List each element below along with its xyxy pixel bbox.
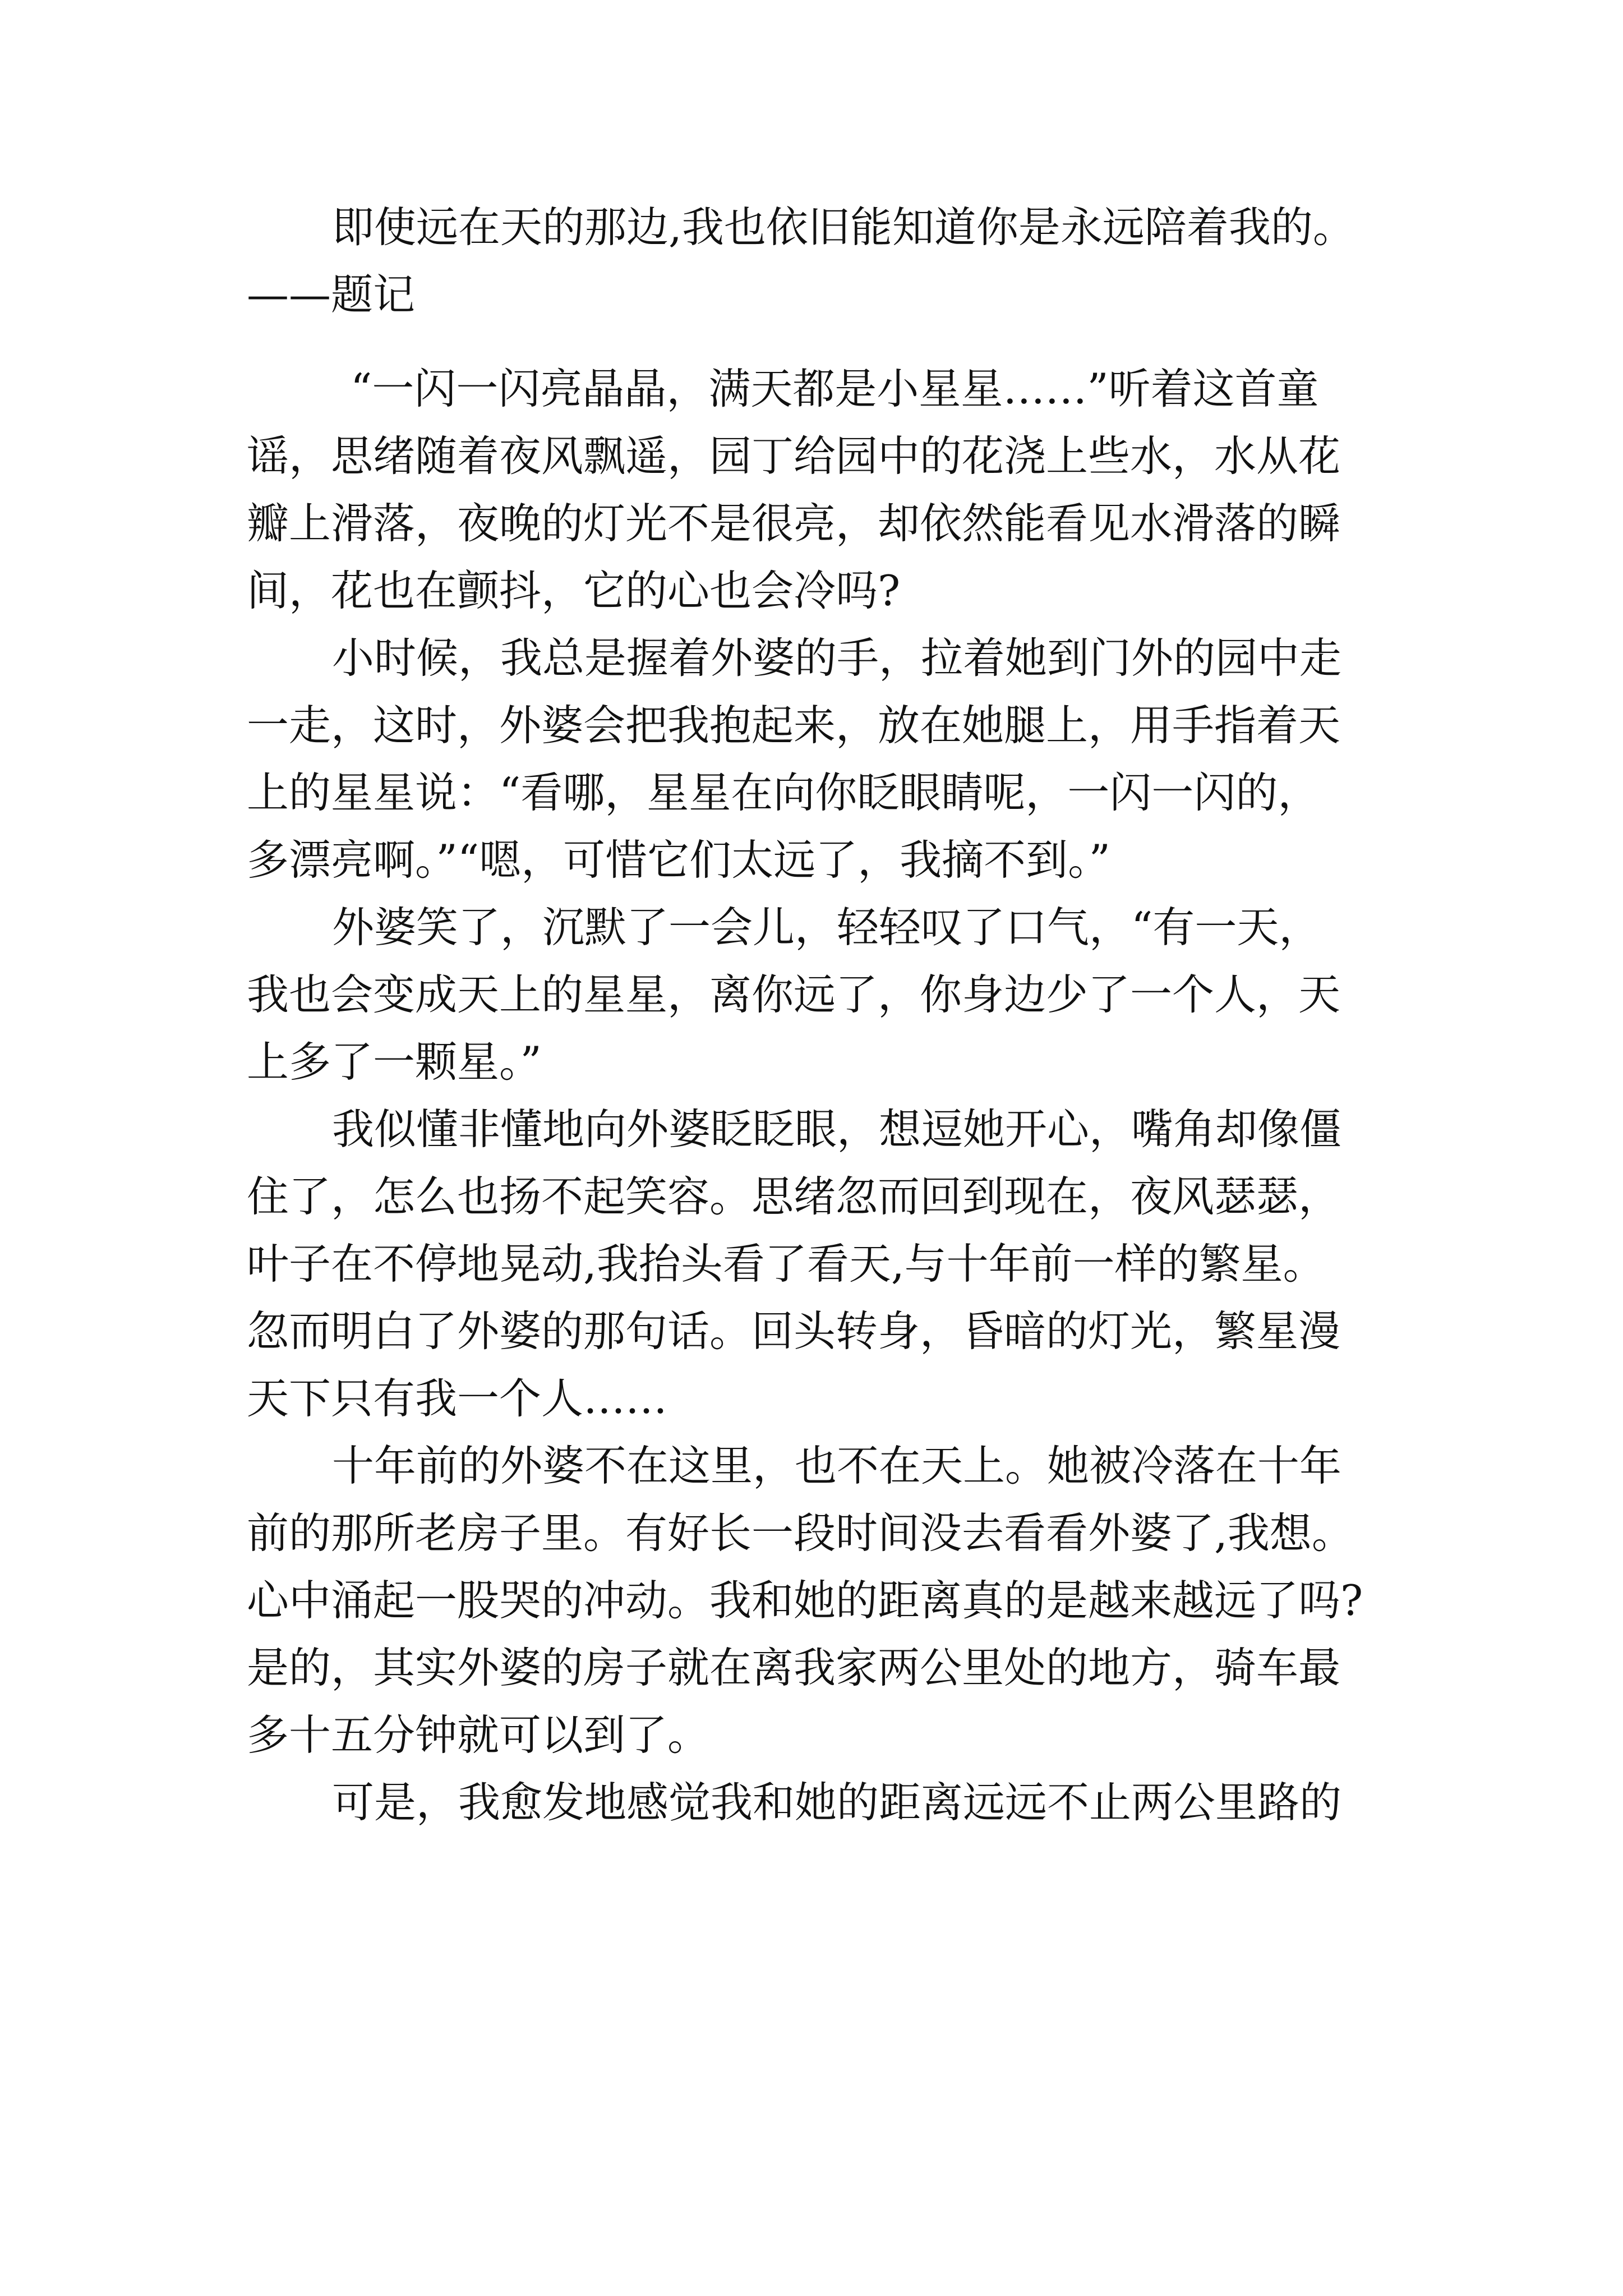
paragraph-line: 忽而明白了外婆的那句话。回头转身，昏暗的灯光，繁星漫 [247,1306,1341,1356]
paragraph-2 [247,624,1402,894]
epigraph-text: 即使远在天的那边,我也依旧能知道你是永远陪着我的。 [332,203,1355,252]
paragraph-4 [247,1096,1402,1432]
paragraph-line: 上的星星说：“看哪，星星在向你眨眼睛呢，一闪一闪的， [247,768,1320,817]
paragraph-line: 谣，思绪随着夜风飘遥，园丁给园中的花浇上些水，水从花 [247,431,1341,481]
paragraph-line: 我似懂非懂地向外婆眨眨眼，想逗她开心，嘴角却像僵 [332,1105,1342,1154]
paragraph-line: 上多了一颗星。” [247,1037,542,1087]
paragraph-line: 外婆笑了，沉默了一会儿，轻轻叹了口气，“有一天， [332,903,1321,952]
paragraph-line: 是的，其实外婆的房子就在离我家两公里处的地方，骑车最 [247,1643,1341,1692]
paragraph-line: 十年前的外婆不在这里，也不在天上。她被冷落在十年 [332,1441,1342,1490]
paragraph-gap [247,328,1402,355]
paragraph-line: 我也会变成天上的星星，离你远了，你身边少了一个人，天 [247,970,1341,1019]
paragraph-5 [247,1432,1402,1769]
paragraph-1 [247,355,1402,624]
paragraph-line: 前的那所老房子里。有好长一段时间没去看看外婆了,我想。 [247,1508,1354,1558]
paragraph-line: “一闪一闪亮晶晶，满天都是小星星……”听着这首童 [351,364,1319,413]
paragraph-line: 可是，我愈发地感觉我和她的距离远远不止两公里路的 [332,1778,1342,1827]
document-body [247,194,1402,1836]
paragraph-line: 叶子在不停地晃动,我抬头看了看天,与十年前一样的繁星。 [247,1239,1325,1289]
paragraph-line: 多漂亮啊。”“嗯，可惜它们太远了，我摘不到。” [247,835,1111,885]
paragraph-line: 天下只有我一个人…… [247,1374,668,1423]
paragraph-line: 小时候，我总是握着外婆的手，拉着她到门外的园中走 [332,633,1342,683]
paragraph-line: 心中涌起一股哭的冲动。我和她的距离真的是越来越远了吗? [247,1576,1363,1625]
paragraph-line: 住了，怎么也扬不起笑容。思绪忽而回到现在，夜风瑟瑟， [247,1172,1341,1221]
epigraph-attribution: ——题记 [247,270,416,319]
paragraph-3 [247,894,1402,1096]
paragraph-6 [247,1769,1402,1836]
paragraph-line: 瓣上滑落，夜晚的灯光不是很亮，却依然能看见水滑落的瞬 [247,499,1341,548]
paragraph-line: 间，花也在颤抖，它的心也会冷吗? [247,566,901,615]
paragraph-line: 多十五分钟就可以到了。 [247,1710,710,1760]
paragraph-line: 一走，这时，外婆会把我抱起来，放在她腿上，用手指着天 [247,701,1341,750]
